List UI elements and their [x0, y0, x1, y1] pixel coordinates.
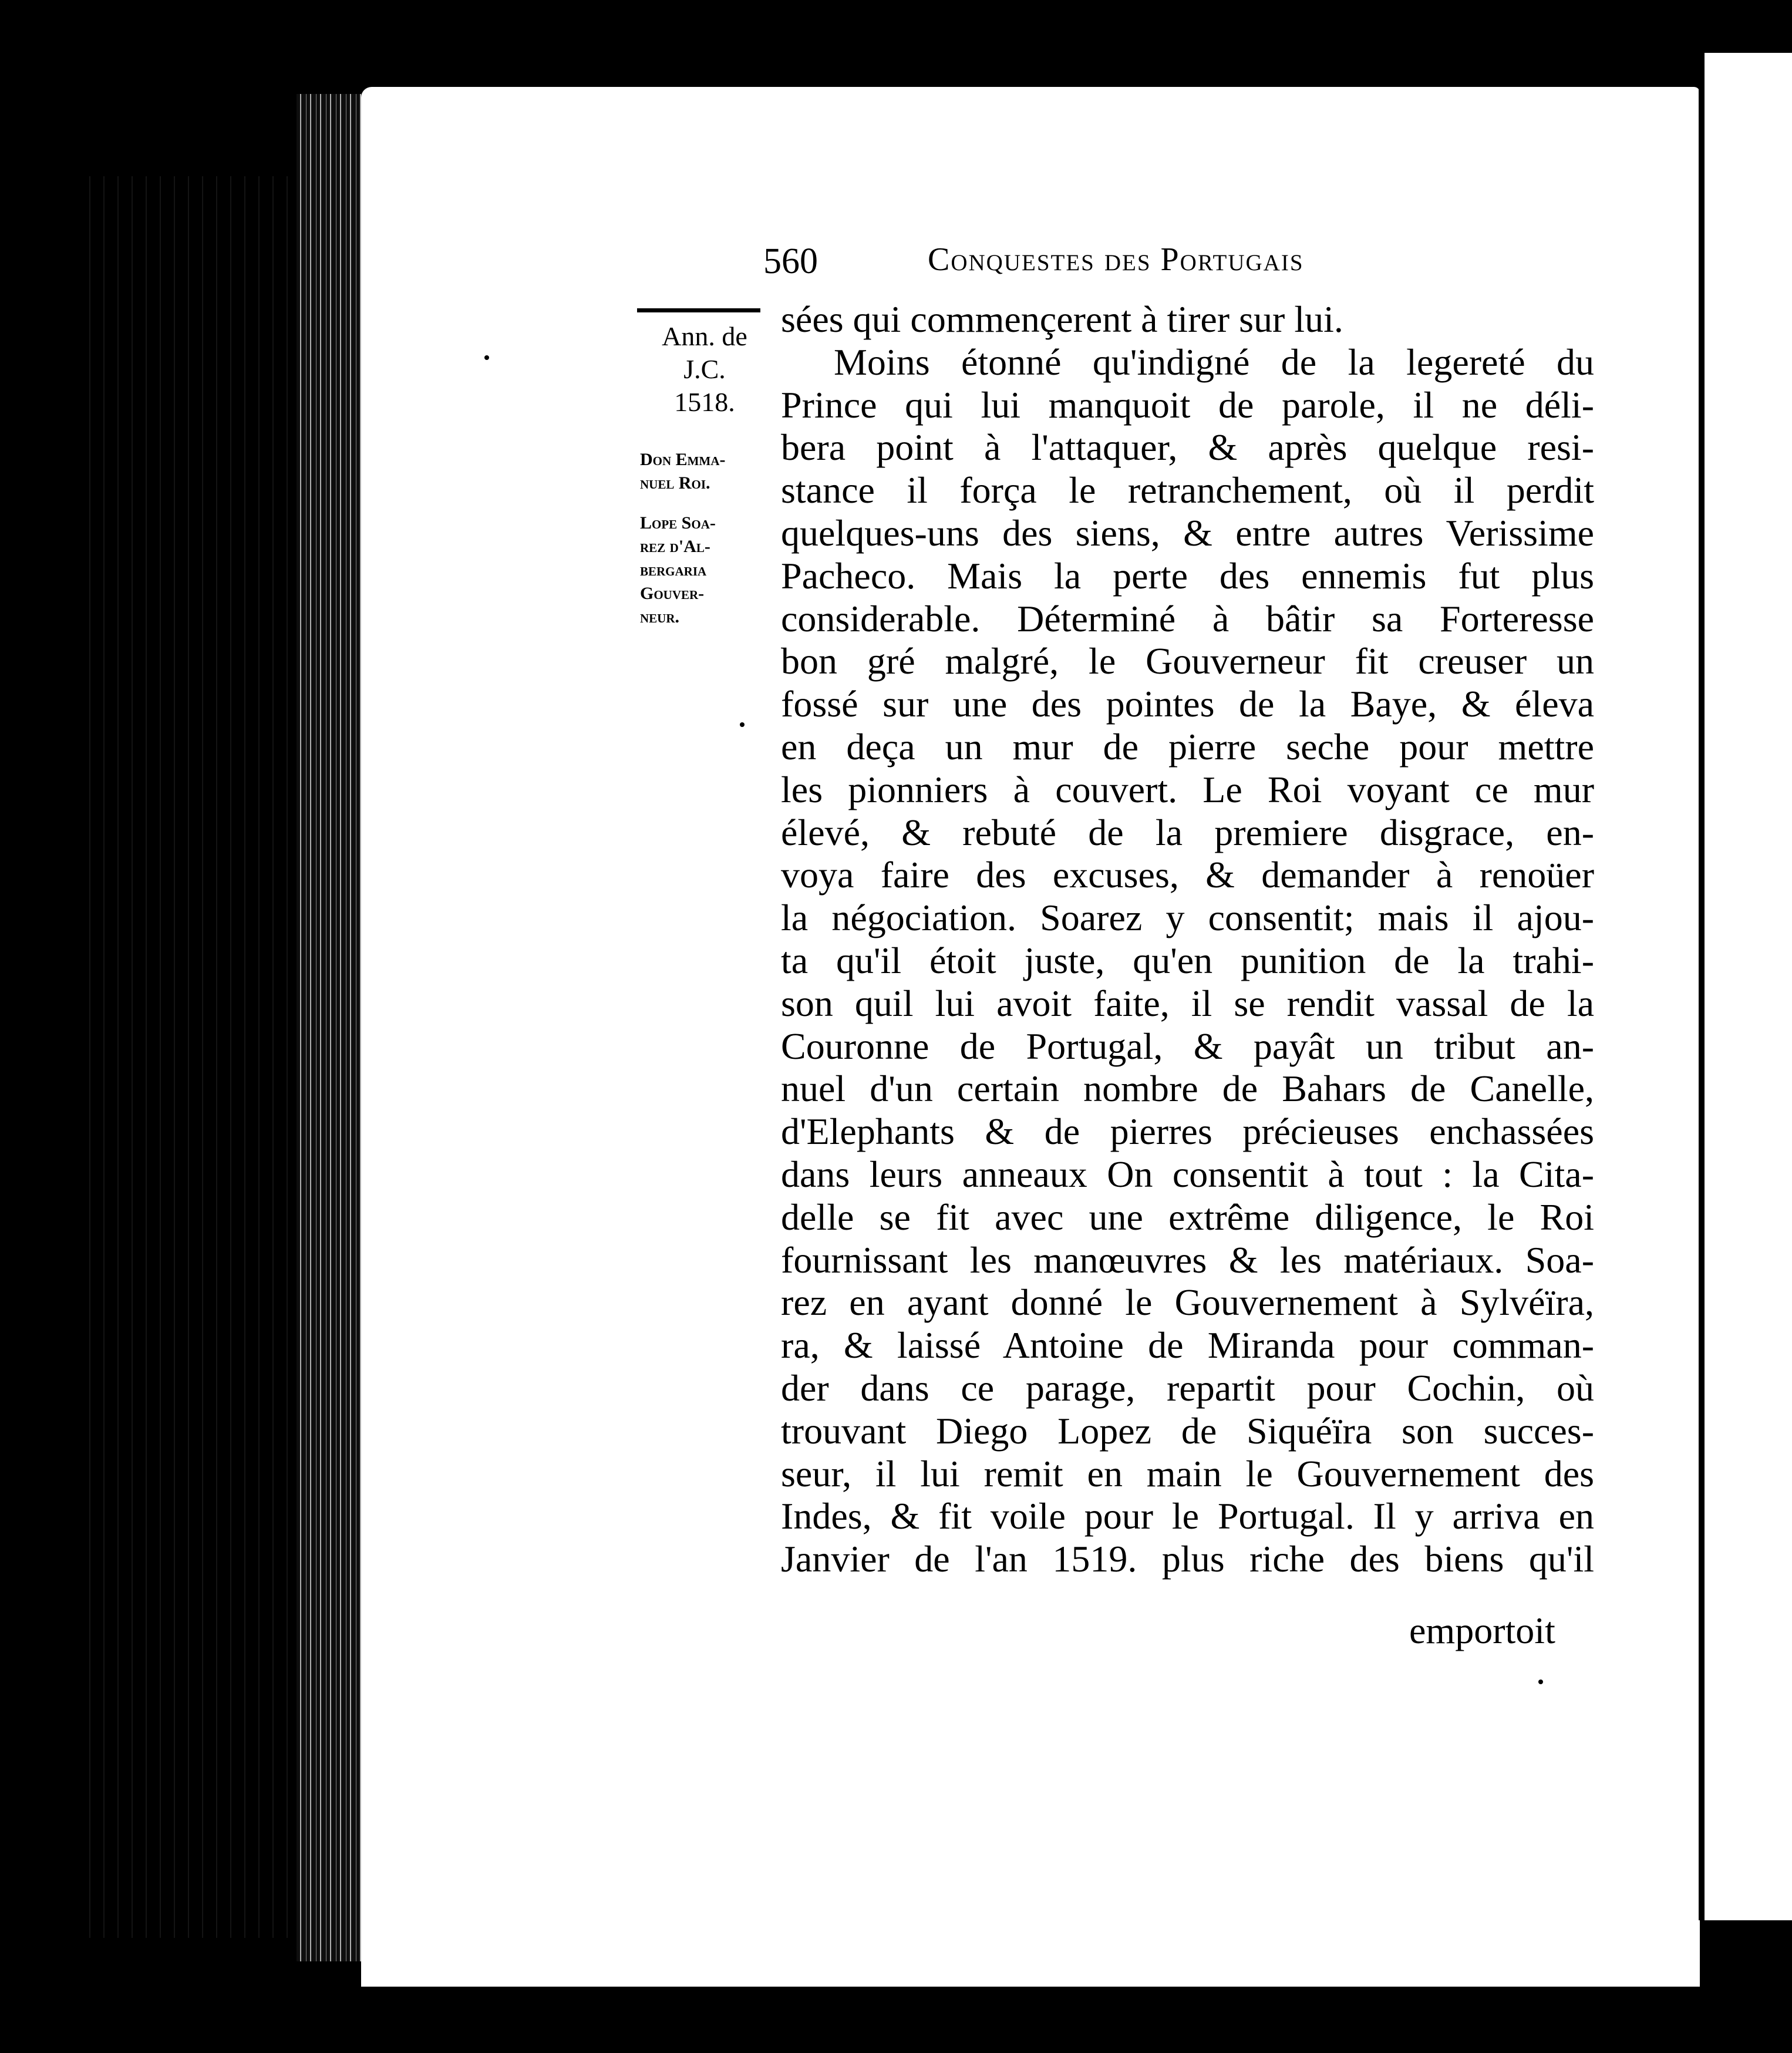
text-line: élevé, & rebuté de la premiere disgrace, en-	[781, 811, 1594, 853]
text-line: Couronne de Portugal, & payât un tribut an-	[781, 1025, 1594, 1067]
ink-speck	[484, 355, 489, 360]
text-line: fossé sur une des pointes de la Baye, & éleva	[781, 683, 1594, 725]
margin-note-line: Don Emma-	[640, 450, 726, 469]
margin-note-king	[634, 448, 775, 495]
margin-note-line: rez d'Al-	[640, 537, 710, 556]
text-line: Indes, & fit voile pour le Portugal. Il y arriva en	[781, 1495, 1594, 1537]
text-line: trouvant Diego Lopez de Siquéïra son succes-	[781, 1409, 1594, 1452]
margin-year-line: 1518.	[674, 387, 735, 417]
text-line: seur, il lui remit en main le Gouvernement des	[781, 1452, 1594, 1495]
margin-note-line: bergaria	[640, 560, 707, 580]
text-line: delle se fit avec une extrême diligence, le Roi	[781, 1196, 1594, 1238]
text-line: d'Elephants & de pierres précieuses enchassées	[781, 1110, 1594, 1153]
text-line: bon gré malgré, le Gouverneur fit creuser un	[781, 640, 1594, 682]
margin-year-line: Ann. de	[662, 321, 747, 351]
margin-note-line: Lope Soa-	[640, 513, 716, 533]
text-line: ta qu'il étoit juste, qu'en punition de la trahi-	[781, 939, 1594, 981]
body-text	[781, 298, 1594, 1581]
margin-rule	[637, 308, 760, 312]
ink-speck	[1538, 1680, 1543, 1684]
text-line: Moins étonné qu'indigné de la legereté du	[834, 341, 1594, 383]
margin-notes	[634, 320, 775, 645]
book-spine-shadow	[76, 176, 288, 1938]
text-line: considerable. Déterminé à bâtir sa Forteresse	[781, 597, 1594, 640]
text-line: son quil lui avoit faite, il se rendit vassal de la	[781, 982, 1594, 1024]
text-line: nuel d'un certain nombre de Bahars de Canelle,	[781, 1068, 1594, 1110]
catchword: emportoit	[1409, 1610, 1555, 1651]
text-line: en deça un mur de pierre seche pour mettre	[781, 725, 1594, 768]
page-header	[763, 241, 1439, 288]
margin-year	[634, 320, 775, 419]
text-line: dans leurs anneaux On consentit à tout : la Cita-	[781, 1153, 1594, 1195]
page-number: 560	[763, 241, 818, 281]
ink-speck	[740, 722, 745, 727]
text-line: der dans ce parage, repartit pour Cochin, où	[781, 1367, 1594, 1409]
text-line: Prince qui lui manquoit de parole, il ne déli-	[781, 383, 1594, 426]
text-line: bera point à l'attaquer, & après quelque resi-	[781, 426, 1594, 469]
text-line: Janvier de l'an 1519. plus riche des biens qu'il	[781, 1538, 1594, 1580]
text-line: stance il força le retranchement, où il perdit	[781, 469, 1594, 511]
running-title: Conquestes des Portugais	[928, 241, 1304, 278]
text-line: les pionniers à couvert. Le Roi voyant ce mur	[781, 768, 1594, 810]
text-line: quelques-uns des siens, & entre autres Verissime	[781, 511, 1594, 554]
margin-note-governor	[634, 511, 775, 629]
text-line: ra, & laissé Antoine de Miranda pour comman-	[781, 1324, 1594, 1367]
text-line: la négociation. Soarez y consentit; mais il ajou-	[781, 897, 1594, 939]
text-line: rez en ayant donné le Gouvernement à Sylvéïra,	[781, 1281, 1594, 1324]
margin-year-line: J.C.	[683, 354, 726, 384]
text-line: fournissant les manœuvres & les matériaux. Soa-	[781, 1238, 1594, 1281]
text-line: sées qui commençerent à tirer sur lui.	[781, 298, 1343, 340]
margin-note-line: Gouver-	[640, 584, 705, 603]
margin-note-line: nuel Roi.	[640, 473, 710, 493]
text-line: Pacheco. Mais la perte des ennemis fut plus	[781, 554, 1594, 597]
facing-page-edge	[1699, 53, 1792, 1920]
margin-note-line: neur.	[640, 607, 680, 627]
text-line: voya faire des excuses, & demander à renoüer	[781, 854, 1594, 896]
